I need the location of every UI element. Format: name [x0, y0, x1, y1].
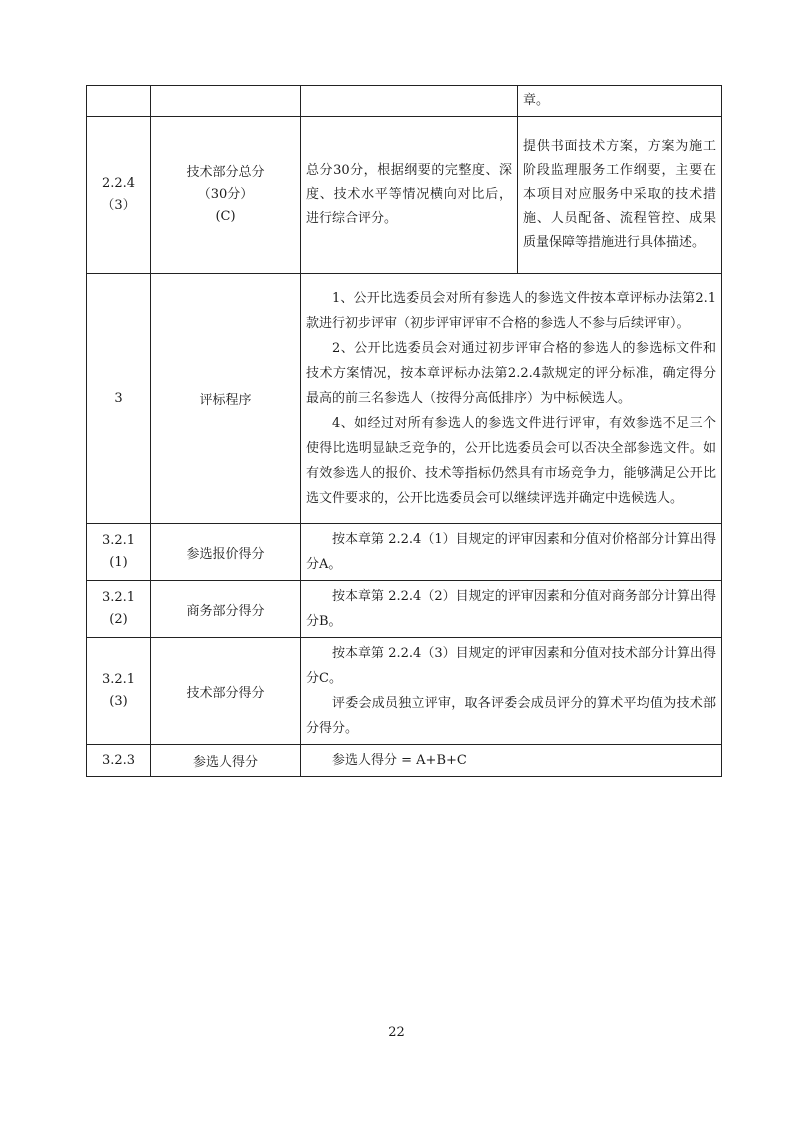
paragraph: 1、公开比选委员会对所有参选人的参选文件按本章评标办法第2.1款进行初步评审（初步评审评审不合格的参选人不参与后续评审）。 — [306, 291, 716, 331]
item-name-cell — [151, 524, 301, 581]
evaluation-table — [86, 85, 722, 777]
standard-text: 总分30分，根据纲要的完整度、深度、技术水平等情况横向对比后，进行综合评分。 — [306, 163, 512, 226]
table-row — [87, 274, 722, 524]
item-number-sub: (3) — [109, 694, 128, 709]
item-number: 2.2.4 — [101, 176, 136, 191]
item-score: （30分） — [197, 187, 254, 202]
item-number: 3.2.1 — [101, 672, 136, 687]
content-cell — [301, 274, 722, 524]
paragraph: 2、公开比选委员会对通过初步评审合格的参选人的参选标文件和技术方案情况，按本章评标办法第2.2.4款规定的评分标准，确定得分最高的前三名参选人（按得分高低排序）为中标候选人。 — [306, 341, 716, 406]
item-name: 商务部分得分 — [186, 603, 265, 619]
standard-cell — [301, 117, 518, 274]
table-row — [87, 524, 722, 581]
item-number: 3.2.3 — [101, 753, 136, 768]
description-cell: 章。 — [518, 86, 722, 117]
table-row — [87, 117, 722, 274]
item-name: 参选人得分 — [192, 755, 258, 770]
paragraph: 按本章第 2.2.4（3）目规定的评审因素和分值对技术部分计算出得分C。 — [306, 646, 716, 686]
item-number: 3.2.1 — [101, 533, 136, 548]
item-number-cell — [87, 86, 151, 117]
standard-cell — [301, 86, 518, 117]
item-number-cell — [87, 581, 151, 638]
content-cell — [301, 745, 722, 777]
item-name-cell — [151, 117, 301, 274]
paragraph: 评委会成员独立评审，取各评委会成员评分的算术平均值为技术部分得分。 — [306, 696, 716, 736]
item-number-cell — [87, 274, 151, 524]
item-number-cell — [87, 745, 151, 777]
table-row — [87, 638, 722, 745]
item-number-sub: (2) — [109, 612, 128, 627]
description-cell — [518, 117, 722, 274]
content-cell — [301, 581, 722, 638]
item-number-sub: (1) — [109, 555, 128, 570]
content-cell — [301, 638, 722, 745]
item-number-cell — [87, 524, 151, 581]
description-text: 提供书面技术方案，方案为施工阶段监理服务工作纲要，主要在本项目对应服务中采取的技术措施、人员配备、流程管控、成果质量保障等措施进行具体描述。 — [523, 139, 716, 250]
table-row — [87, 745, 722, 777]
item-name-cell — [151, 86, 301, 117]
item-name-cell — [151, 581, 301, 638]
item-name-cell — [151, 274, 301, 524]
item-number-sub: （3） — [101, 198, 136, 213]
item-name: 评标程序 — [199, 393, 252, 408]
item-code: (C) — [215, 209, 236, 224]
item-name: 参选报价得分 — [186, 546, 265, 562]
item-name: 技术部分总分 — [186, 165, 265, 180]
item-name-cell — [151, 638, 301, 745]
paragraph: 按本章第 2.2.4（2）目规定的评审因素和分值对商务部分计算出得分B。 — [306, 589, 716, 629]
item-name: 技术部分得分 — [186, 685, 265, 701]
item-number: 3 — [114, 391, 123, 406]
paragraph: 4、如经过对所有参选人的参选文件进行评审，有效参选不足三个使得比选明显缺乏竞争的，公开比选委员会可以否决全部参选文件。如有效参选人的报价、技术等指标仍然具有市场竞争力，能够满足公开比选文件要求的，公开比选委员会可以继续评选并确定中选候选人。 — [306, 416, 716, 506]
paragraph: 按本章第 2.2.4（1）目规定的评审因素和分值对价格部分计算出得分A。 — [306, 532, 716, 572]
table-row — [87, 581, 722, 638]
content-cell — [301, 524, 722, 581]
item-number: 3.2.1 — [101, 590, 136, 605]
item-name-cell — [151, 745, 301, 777]
item-number-cell — [87, 117, 151, 274]
page-number: 22 — [388, 1025, 405, 1040]
item-number-cell — [87, 638, 151, 745]
table-row — [87, 86, 722, 117]
paragraph: 参选人得分 = A+B+C — [332, 753, 467, 768]
